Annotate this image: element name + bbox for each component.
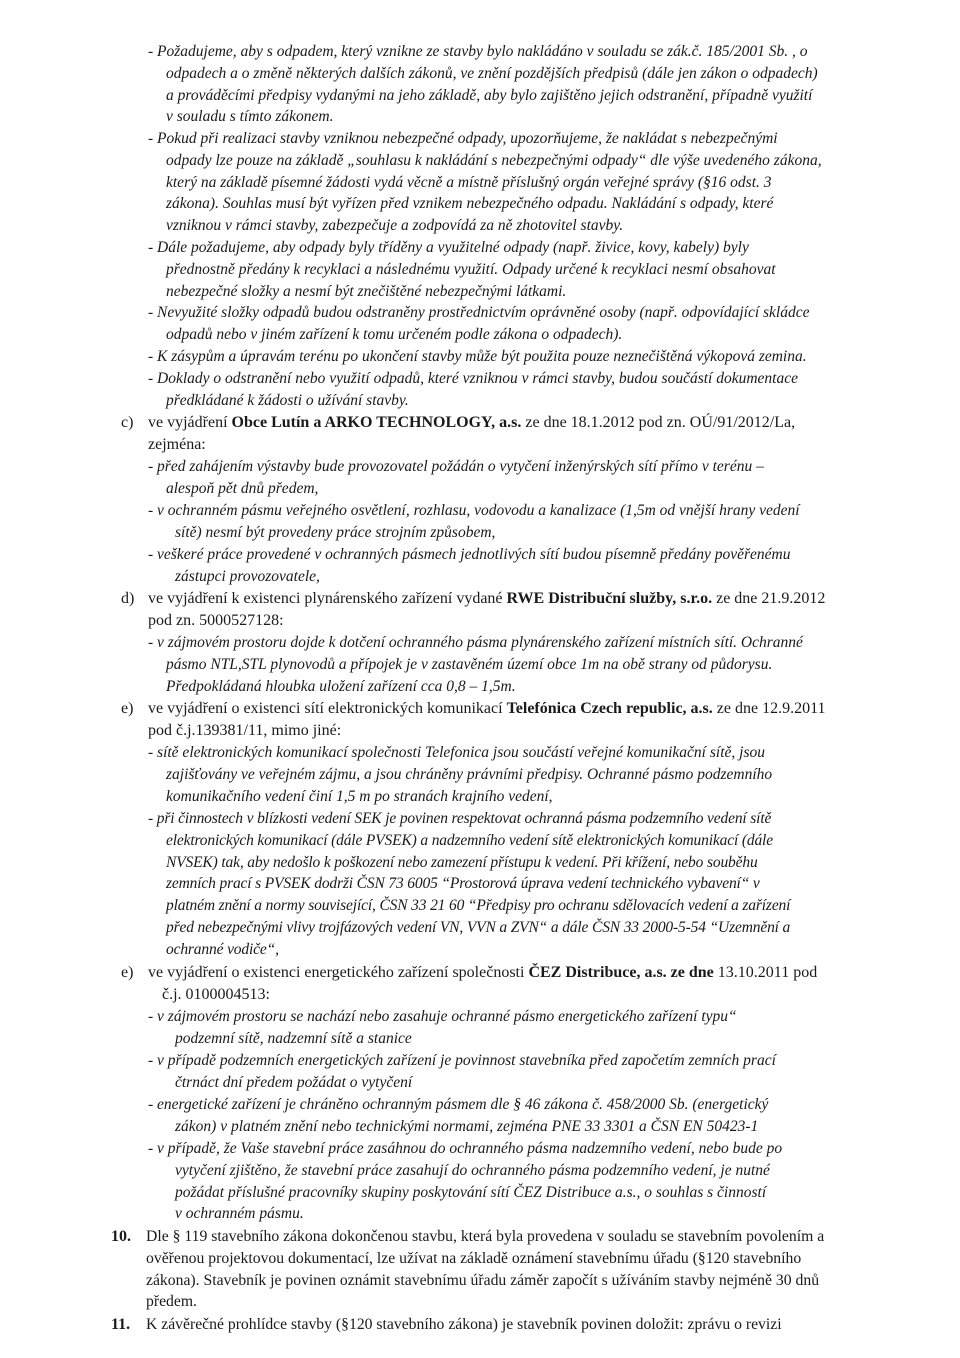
text-line: - Dále požadujeme, aby odpady byly tříděny a využitelné odpady (např. živice, kovy, kabely) byly bbox=[148, 239, 749, 256]
text-line: v souladu s tímto zákonem. bbox=[166, 108, 334, 126]
text-line: - veškeré práce provedené v ochranných pásmech jednotlivých sítí budou písemně předány pověřenému bbox=[148, 546, 791, 563]
item-c-label: c) bbox=[121, 414, 134, 431]
text-line: podzemní sítě, nadzemní sítě a stanice bbox=[175, 1029, 412, 1047]
text-line: - Nevyužité složky odpadů budou odstraněny prostřednictvím oprávněné osoby (např. odpovídající skládce bbox=[148, 304, 810, 321]
heading-text: ze dne 12.9.2011 bbox=[712, 700, 826, 717]
item-e2-label: e) bbox=[121, 964, 134, 981]
text-line: zemních prací s PVSEK dodrži ČSN 73 6005 “Prostorová úprava vedení technického vybavení“ v bbox=[166, 875, 760, 893]
item-d-label: d) bbox=[121, 590, 135, 607]
waste-bullet-1 bbox=[148, 41, 818, 128]
text-line: pod zn. 5000527128: bbox=[148, 611, 284, 629]
text-line: požádat příslušné pracovníky skupiny poskytování sítí ČEZ Distribuce a.s., o souhlas s činností bbox=[175, 1183, 767, 1201]
text-line: nebezpečné složky a nesmí být znečištěné nebezpečnými látkami. bbox=[166, 282, 567, 300]
text-line: - Pokud při realizaci stavby vzniknou nebezpečné odpady, upozorňujeme, že nakládat s nebezpečnými bbox=[148, 130, 778, 147]
text-line: zejména: bbox=[148, 435, 206, 453]
text-line: zákona). Stavebník je povinen oznámit stavebnímu úřadu záměr započít s užíváním stavby nejméně 30 dnů bbox=[146, 1271, 820, 1289]
text-line: zajišťovány ve veřejném zájmu, a jsou chráněny právními předpisy. Ochranné pásmo podzemního bbox=[166, 765, 773, 783]
item-c-heading bbox=[148, 412, 795, 456]
text-line: před nebezpečnými vlivy trojfázových vedení VN, VVN a ZVN“ a dále ČSN 33 2000-5-54 “Uzemnění a bbox=[166, 918, 791, 936]
text-line: a prováděcími předpisy vydanými na jeho základě, aby bylo zajištěno jejich odstranění, případně využití bbox=[166, 86, 813, 104]
text-line: který na základě písemné žádosti vydá věcně a místně příslušný orgán veřejné správy (§16 odst. 3 bbox=[166, 173, 772, 191]
heading-text: 13.10.2011 pod bbox=[713, 964, 818, 981]
text-line: komunikačního vedení činí 1,5 m po stranách krajního vedení, bbox=[166, 787, 553, 805]
waste-bullet-4 bbox=[148, 302, 810, 346]
text-line bbox=[148, 962, 817, 984]
text-line: - před zahájením výstavby bude provozovatel požádán o vytyčení inženýrských sítí přímo v terénu – bbox=[148, 458, 764, 475]
text-line: předkládané k žádosti o užívání stavby. bbox=[166, 391, 409, 409]
text-line: - v případě podzemních energetických zařízení je povinnost stavebníka před započetím zemních prací bbox=[148, 1052, 776, 1069]
text-line: pásmo NTL,STL plynovodů a přípojek je v zastavěném území obce 1m na obě strany od půdorysu. bbox=[166, 655, 773, 673]
heading-text: ze dne 21.9.2012 bbox=[712, 590, 826, 607]
item-e1-heading bbox=[148, 698, 826, 742]
heading-text: ve vyjádření o existenci sítí elektronických komunikací bbox=[148, 700, 507, 717]
text-line: odpadech a o změně některých dalších zákonů, ve znění pozdějších předpisů (dále jen zákon o odpadech) bbox=[166, 64, 818, 82]
item-c-bullet-2 bbox=[148, 500, 800, 544]
text-line: zákona). Souhlas musí být vyřízen před vznikem nebezpečného odpadu. Nakládání s odpady, které bbox=[166, 195, 774, 213]
heading-text: ze dne 18.1.2012 pod zn. OÚ/91/2012/La, bbox=[521, 414, 796, 431]
text-line: vzniknou v rámci stavby, zabezpečuje a zodpovídá za ně zhotovitel stavby. bbox=[166, 217, 624, 235]
text-line: - K zásypům a úpravám terénu po ukončení stavby může být použita pouze neznečištěná výkopová zemina. bbox=[148, 348, 807, 365]
text-line: - v případě, že Vaše stavební práce zasáhnou do ochranného pásma nadzemního vedení, nebo bude po bbox=[148, 1140, 783, 1157]
point-11-number: 11. bbox=[111, 1316, 131, 1333]
text-line: Předpokládaná hloubka uložení zařízení cca 0,8 – 1,5m. bbox=[166, 677, 516, 695]
waste-bullet-6 bbox=[148, 368, 798, 412]
item-e1-bullet-2 bbox=[148, 808, 790, 961]
item-e2-bullet-2 bbox=[148, 1050, 776, 1094]
text-line: platném znění a normy související, ČSN 33 21 60 “Předpisy pro ochranu sdělovacích vedení a zařízení bbox=[166, 897, 791, 915]
text-line: ochranné vodiče“, bbox=[166, 940, 279, 958]
text-line: alespoň pět dnů předem, bbox=[166, 479, 319, 497]
text-line: - v zájmovém prostoru dojde k dotčení ochranného pásma plynárenského zařízení místních sítí. Ochranné bbox=[148, 634, 803, 651]
text-line: předem. bbox=[146, 1293, 197, 1311]
heading-text: ve vyjádření bbox=[148, 414, 228, 431]
text-line: čtrnáct dní předem požádat o vytyčení bbox=[175, 1073, 413, 1091]
text-line: sítě) nesmí být provedeny práce strojním způsobem, bbox=[175, 523, 496, 541]
text-line: - Požadujeme, aby s odpadem, který vznikne ze stavby bylo nakládáno v souladu se zák.č. 185/2001 Sb. , o bbox=[148, 43, 808, 60]
item-e2-heading bbox=[148, 962, 817, 1006]
item-c-bullet-3 bbox=[148, 544, 790, 588]
text-line: pod č.j.139381/11, mimo jiné: bbox=[148, 721, 342, 739]
text-line: - v zájmovém prostoru se nachází nebo zasahuje ochranné pásmo energetického zařízení typu“ bbox=[148, 1008, 737, 1025]
item-c-bullet-1 bbox=[148, 456, 764, 500]
item-e1-label: e) bbox=[121, 700, 134, 717]
text-line: - energetické zařízení je chráněno ochranným pásmem dle § 46 zákona č. 458/2000 Sb. (energetický bbox=[148, 1096, 769, 1113]
point-10-number: 10. bbox=[111, 1228, 131, 1245]
item-e2-bullet-1 bbox=[148, 1006, 737, 1050]
waste-bullet-3 bbox=[148, 237, 776, 302]
text-line: Dle § 119 stavebního zákona dokončenou stavbu, která byla provedena v souladu se stavebním povolením a bbox=[146, 1228, 825, 1245]
text-line: zákon) v platném znění nebo technickými normami, zejména PNE 33 3301 a ČSN EN 50423-1 bbox=[175, 1117, 759, 1135]
organization-name: ČEZ Distribuce, a.s. ze dne bbox=[528, 964, 714, 981]
text-line: vytyčení zjištěno, že stavební práce zasahují do ochranného pásma podzemního vedení, je nutné bbox=[175, 1161, 770, 1179]
text-line bbox=[148, 588, 825, 610]
point-11-text bbox=[146, 1314, 782, 1336]
text-line: ověřenou projektovou dokumentací, lze užívat na základě oznámení stavebnímu úřadu (§120 stavebního bbox=[146, 1249, 802, 1267]
text-line: K závěrečné prohlídce stavby (§120 stavebního zákona) je stavebník povinen doložit: zprávu o revizi bbox=[146, 1316, 782, 1333]
item-d-bullet-1 bbox=[148, 632, 803, 697]
text-line: přednostně předány k recyklaci a následnému využití. Odpady určené k recyklaci nesmí obsahovat bbox=[166, 260, 776, 278]
point-10-text bbox=[146, 1226, 824, 1313]
item-e1-bullet-1 bbox=[148, 742, 772, 807]
waste-bullet-5 bbox=[148, 346, 807, 368]
text-line: NVSEK) tak, aby nedošlo k poškození nebo zamezení přístupu k vedení. Při křížení, nebo souběhu bbox=[166, 853, 758, 871]
text-line: č.j. 0100004513: bbox=[162, 985, 270, 1003]
text-line: elektronických komunikací (dále PVSEK) a nadzemního vedení sítě elektronických komunikací (dále bbox=[166, 831, 773, 849]
heading-text: ve vyjádření k existenci plynárenského zařízení vydané bbox=[148, 590, 507, 607]
item-e2-bullet-3 bbox=[148, 1094, 768, 1138]
text-line: v ochranném pásmu. bbox=[175, 1205, 304, 1223]
text-line: odpady lze pouze na základě „souhlasu k nakládání s nebezpečnými odpady“ dle výše uvedeného zákona, bbox=[166, 151, 822, 169]
text-line bbox=[148, 412, 795, 434]
organization-name: Telefónica Czech republic, a.s. bbox=[506, 700, 713, 717]
text-line: odpadů nebo v jiném zařízení k tomu určeném podle zákona o odpadech). bbox=[166, 325, 623, 343]
text-line: - Doklady o odstranění nebo využití odpadů, které vzniknou v rámci stavby, budou součástí dokumentace bbox=[148, 370, 799, 387]
waste-bullet-2 bbox=[148, 128, 822, 237]
text-line bbox=[148, 698, 826, 720]
organization-name: Obce Lutín a ARKO TECHNOLOGY, a.s. bbox=[231, 414, 522, 431]
item-d-heading bbox=[148, 588, 825, 632]
item-e2-bullet-4 bbox=[148, 1138, 782, 1225]
text-line: - v ochranném pásmu veřejného osvětlení, rozhlasu, vodovodu a kanalizace (1,5m od vnější hrany vedení bbox=[148, 502, 800, 519]
text-line: - při činnostech v blízkosti vedení SEK je povinen respektovat ochranná pásma podzemního vedení sítě bbox=[148, 810, 772, 827]
text-line: - sítě elektronických komunikací společnosti Telefonica jsou součástí veřejné komunikační sítě, jsou bbox=[148, 744, 765, 761]
heading-text: ve vyjádření o existenci energetického zařízení společnosti bbox=[148, 964, 529, 981]
organization-name: RWE Distribuční služby, s.r.o. bbox=[506, 590, 713, 607]
text-line: zástupci provozovatele, bbox=[175, 567, 320, 585]
